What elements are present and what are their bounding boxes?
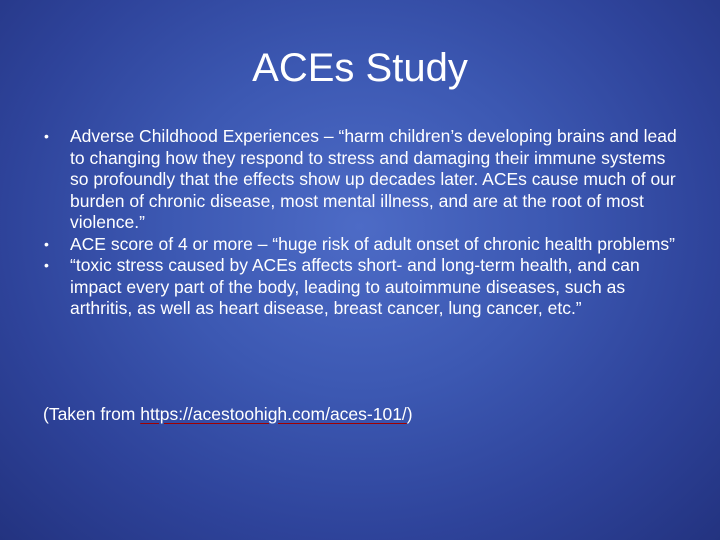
slide-title: ACEs Study	[252, 46, 468, 90]
bullet-item	[0, 255, 720, 320]
source-link[interactable]: https://acestoohigh.com/aces-101/	[140, 404, 407, 424]
bullet-text: “toxic stress caused by ACEs affects short- and long-term health, and can impact every part of the body, leading to autoimmune diseases, such as arthritis, as well as heart disease, breast cancer, lung cancer, etc.”	[70, 255, 640, 318]
source-citation	[43, 403, 413, 425]
bullet-item	[0, 126, 720, 234]
bullet-icon: •	[44, 128, 49, 144]
source-suffix: )	[406, 404, 413, 424]
bullet-icon: •	[44, 235, 49, 252]
bullet-icon: •	[44, 257, 49, 273]
source-prefix: (Taken from	[43, 404, 141, 424]
bullet-text: ACE score of 4 or more – “huge risk of adult onset of chronic health problems”	[70, 233, 676, 254]
bullet-item	[0, 234, 720, 256]
bullet-text: Adverse Childhood Experiences – “harm children’s developing brains and lead to changing how they respond to stress and damaging their immune systems so profoundly that the effects show up decades later. ACEs cause much of our burden of chronic disease, most mental illness, and are at the root of most violence.”	[70, 126, 677, 232]
bullet-list	[0, 126, 720, 320]
